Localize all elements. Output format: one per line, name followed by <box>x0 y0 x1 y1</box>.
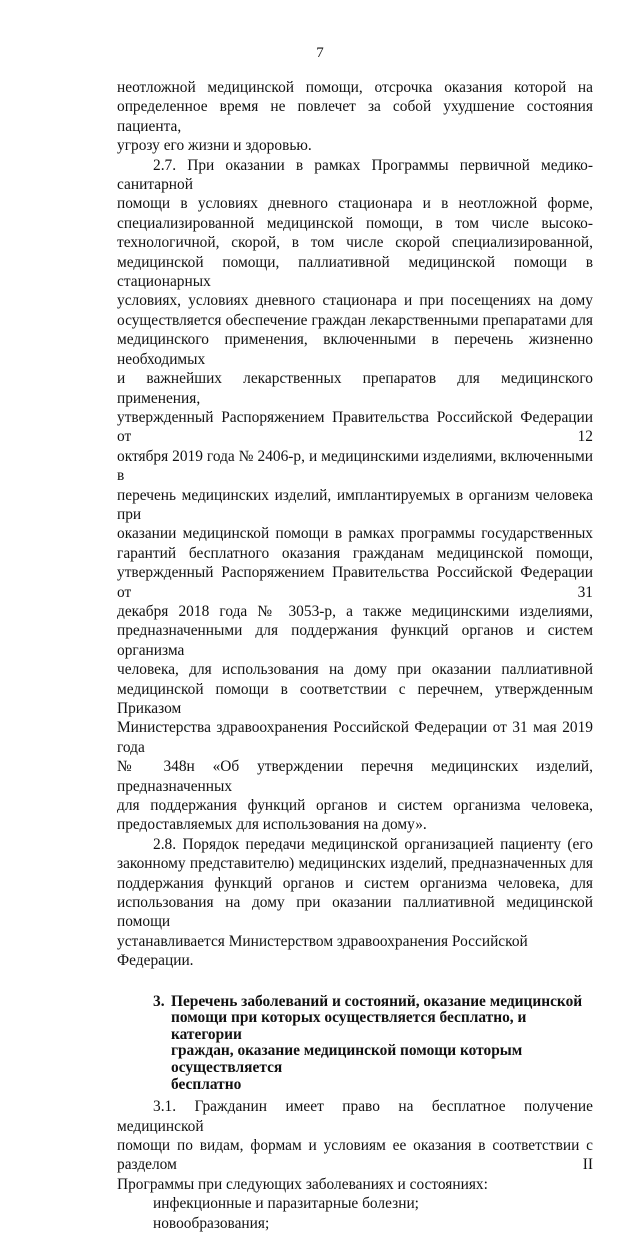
text-line: предназначенными для поддержания функций органов и систем организма <box>117 622 593 659</box>
paragraph-2-7 <box>117 156 593 835</box>
text-line: неотложной медицинской помощи, отсрочка оказания которой на <box>117 79 593 96</box>
text-line: 3.1. Гражданин имеет право на бесплатное получение медицинской <box>117 1098 593 1135</box>
heading-line: граждан, оказание медицинской помощи которым осуществляется <box>171 1042 523 1077</box>
paragraph-intro <box>117 78 593 156</box>
text-line: медицинской помощи, паллиативной медицинской помощи в стационарных <box>117 253 593 291</box>
text-line: утвержденный Распоряжением Правительства Российской Федерации от 31 <box>117 564 593 601</box>
text-line: гарантий бесплатного оказания гражданам медицинской помощи, <box>117 544 593 562</box>
text-line: октября 2019 года № 2406-р, и медицинскими изделиями, включенными в <box>117 447 593 485</box>
text-line: использования на дому при оказании паллиативной медицинской помощи <box>117 894 593 931</box>
text-line: помощи по видам, формам и условиям ее оказания в соответствии с разделом II <box>117 1137 593 1174</box>
document-body <box>117 78 593 1233</box>
section-number: 3. <box>153 992 165 1010</box>
text-line: для поддержания функций органов и систем организма человека, <box>117 797 593 815</box>
text-line: 2.8. Порядок передачи медицинской организацией пациенту (его <box>153 835 593 853</box>
text-line: оказании медицинской помощи в рамках программы государственных <box>117 525 593 543</box>
text-line: условиях, условиях дневного стационара и при посещениях на дому <box>117 292 593 310</box>
text-line: Министерства здравоохранения Российской Федерации от 31 мая 2019 года <box>117 719 593 756</box>
heading-line: бесплатно <box>171 1075 242 1093</box>
paragraph-3-1 <box>117 1097 593 1194</box>
text-line: устанавливается Министерством здравоохранения Российской Федерации. <box>117 932 528 970</box>
text-line: угрозу его жизни и здоровью. <box>117 137 312 155</box>
text-line: декабря 2018 года № 3053-р, а также медицинскими изделиями, <box>117 602 593 620</box>
text-line: законному представителю) медицинских изделий, предназначенных для <box>117 855 593 873</box>
text-line: медицинской помощи в соответствии с перечнем, утвержденным Приказом <box>117 680 593 717</box>
page-number: 7 <box>316 45 324 61</box>
paragraph-2-8 <box>117 835 593 971</box>
section-3-heading <box>117 994 593 1094</box>
heading-line: Перечень заболеваний и состояний, оказание медицинской <box>171 992 583 1010</box>
heading-text <box>153 994 593 1094</box>
text-line: предоставляемых для использования на дому». <box>117 816 427 834</box>
text-line: помощи в условиях дневного стационара и в неотложной форме, <box>117 195 593 213</box>
text-line: утвержденный Распоряжением Правительства Российской Федерации от 12 <box>117 408 593 446</box>
text-line: определенное время не повлечет за собой ухудшение состояния пациента, <box>117 98 593 135</box>
text-line: медицинского применения, включенными в перечень жизненно необходимых <box>117 331 593 368</box>
text-line: и важнейших лекарственных препаратов для медицинского применения, <box>117 370 593 407</box>
list-item: инфекционные и паразитарные болезни; <box>153 1195 419 1213</box>
heading-line: помощи при которых осуществляется бесплатно, и категории <box>171 1009 527 1043</box>
text-line: специализированной медицинской помощи, в том числе высоко- <box>117 214 593 232</box>
text-line: поддержания функций органов и систем организма человека, для <box>117 874 593 892</box>
text-line: перечень медицинских изделий, имплантируемых в организм человека при <box>117 486 593 523</box>
text-line: Программы при следующих заболеваниях и состояниях: <box>117 1175 488 1193</box>
text-line: 2.7. При оказании в рамках Программы первичной медико-санитарной <box>117 156 593 194</box>
text-line: человека, для использования на дому при оказании паллиативной <box>117 661 593 679</box>
text-line: осуществляется обеспечение граждан лекарственными препаратами для <box>117 311 593 329</box>
text-line: технологичной, скорой, в том числе скорой специализированной, <box>117 234 593 252</box>
list-item: новообразования; <box>153 1214 270 1232</box>
text-line: № 348н «Об утверждении перечня медицинских изделий, предназначенных <box>117 758 593 795</box>
disease-list <box>117 1194 593 1233</box>
